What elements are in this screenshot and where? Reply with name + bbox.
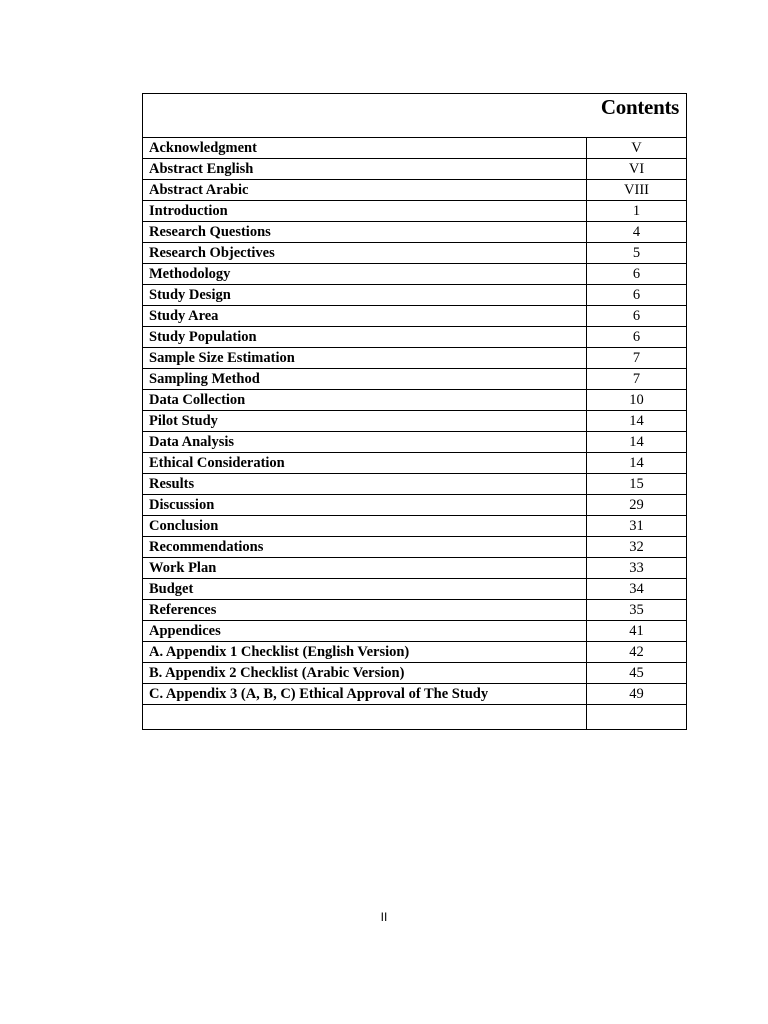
toc-blank-cell — [587, 705, 687, 730]
toc-row — [143, 285, 687, 306]
toc-entry-label: Abstract English — [143, 159, 587, 180]
toc-entry-page: 34 — [587, 579, 687, 600]
toc-entry-page: 35 — [587, 600, 687, 621]
toc-entry-page: 4 — [587, 222, 687, 243]
toc-row — [143, 600, 687, 621]
toc-row — [143, 348, 687, 369]
toc-entry-page: 7 — [587, 348, 687, 369]
page-number: II — [380, 910, 388, 924]
toc-entry-page: VIII — [587, 180, 687, 201]
toc-entry-label: Work Plan — [143, 558, 587, 579]
toc-row — [143, 579, 687, 600]
toc-entry-label: Ethical Consideration — [143, 453, 587, 474]
toc-row — [143, 264, 687, 285]
toc-entry-page: 31 — [587, 516, 687, 537]
toc-blank-cell — [143, 705, 587, 730]
toc-row — [143, 474, 687, 495]
toc-row — [143, 684, 687, 705]
toc-row — [143, 432, 687, 453]
toc-entry-label: Sampling Method — [143, 369, 587, 390]
toc-entry-page: 14 — [587, 411, 687, 432]
toc-row — [143, 621, 687, 642]
toc-entry-label: Discussion — [143, 495, 587, 516]
toc-entry-label: Pilot Study — [143, 411, 587, 432]
toc-entry-page: V — [587, 138, 687, 159]
toc-row — [143, 390, 687, 411]
toc-row — [143, 537, 687, 558]
toc-entry-page: 29 — [587, 495, 687, 516]
toc-entry-label: Results — [143, 474, 587, 495]
toc-entry-page: 6 — [587, 327, 687, 348]
toc-row — [143, 369, 687, 390]
toc-title-cell — [143, 94, 687, 138]
toc-header-row — [143, 94, 687, 138]
toc-row — [143, 138, 687, 159]
toc-entry-label: Data Collection — [143, 390, 587, 411]
toc-entry-page: 15 — [587, 474, 687, 495]
toc-row — [143, 558, 687, 579]
toc-entry-page: 42 — [587, 642, 687, 663]
toc-row — [143, 243, 687, 264]
toc-entry-page: 6 — [587, 306, 687, 327]
toc-row — [143, 516, 687, 537]
toc-entry-page: 33 — [587, 558, 687, 579]
toc-entry-label: References — [143, 600, 587, 621]
toc-entry-page: 49 — [587, 684, 687, 705]
toc-entry-label: C. Appendix 3 (A, B, C) Ethical Approval of The Study — [143, 684, 587, 705]
toc-entry-page: 1 — [587, 201, 687, 222]
toc-row — [143, 180, 687, 201]
toc-row — [143, 411, 687, 432]
toc-entry-label: Conclusion — [143, 516, 587, 537]
table-of-contents — [142, 93, 687, 730]
toc-entry-label: Abstract Arabic — [143, 180, 587, 201]
toc-entry-label: Appendices — [143, 621, 587, 642]
toc-title: Contents — [600, 95, 680, 119]
toc-entry-page: 14 — [587, 432, 687, 453]
toc-entry-label: Recommendations — [143, 537, 587, 558]
toc-entry-label: Study Design — [143, 285, 587, 306]
toc-entry-page: 45 — [587, 663, 687, 684]
toc-row — [143, 327, 687, 348]
toc-entry-page: 32 — [587, 537, 687, 558]
toc-entry-label: Budget — [143, 579, 587, 600]
toc-entry-page: 6 — [587, 285, 687, 306]
toc-row — [143, 495, 687, 516]
toc-entry-page: VI — [587, 159, 687, 180]
toc-entry-label: Study Population — [143, 327, 587, 348]
toc-entry-label: Study Area — [143, 306, 587, 327]
toc-entry-label: A. Appendix 1 Checklist (English Version) — [143, 642, 587, 663]
toc-entry-page: 10 — [587, 390, 687, 411]
toc-entry-label: Acknowledgment — [143, 138, 587, 159]
toc-entry-page: 7 — [587, 369, 687, 390]
toc-row — [143, 306, 687, 327]
toc-entry-label: Research Objectives — [143, 243, 587, 264]
toc-row — [143, 222, 687, 243]
toc-entry-label: Research Questions — [143, 222, 587, 243]
toc-row — [143, 663, 687, 684]
toc-row — [143, 159, 687, 180]
toc-entry-label: Introduction — [143, 201, 587, 222]
toc-row — [143, 642, 687, 663]
toc-blank-row — [143, 705, 687, 730]
toc-entry-page: 5 — [587, 243, 687, 264]
toc-entry-label: Data Analysis — [143, 432, 587, 453]
toc-row — [143, 201, 687, 222]
toc-entry-label: B. Appendix 2 Checklist (Arabic Version) — [143, 663, 587, 684]
toc-entry-page: 6 — [587, 264, 687, 285]
toc-entry-page: 41 — [587, 621, 687, 642]
toc-entry-label: Methodology — [143, 264, 587, 285]
toc-entry-label: Sample Size Estimation — [143, 348, 587, 369]
toc-row — [143, 453, 687, 474]
toc-entry-page: 14 — [587, 453, 687, 474]
